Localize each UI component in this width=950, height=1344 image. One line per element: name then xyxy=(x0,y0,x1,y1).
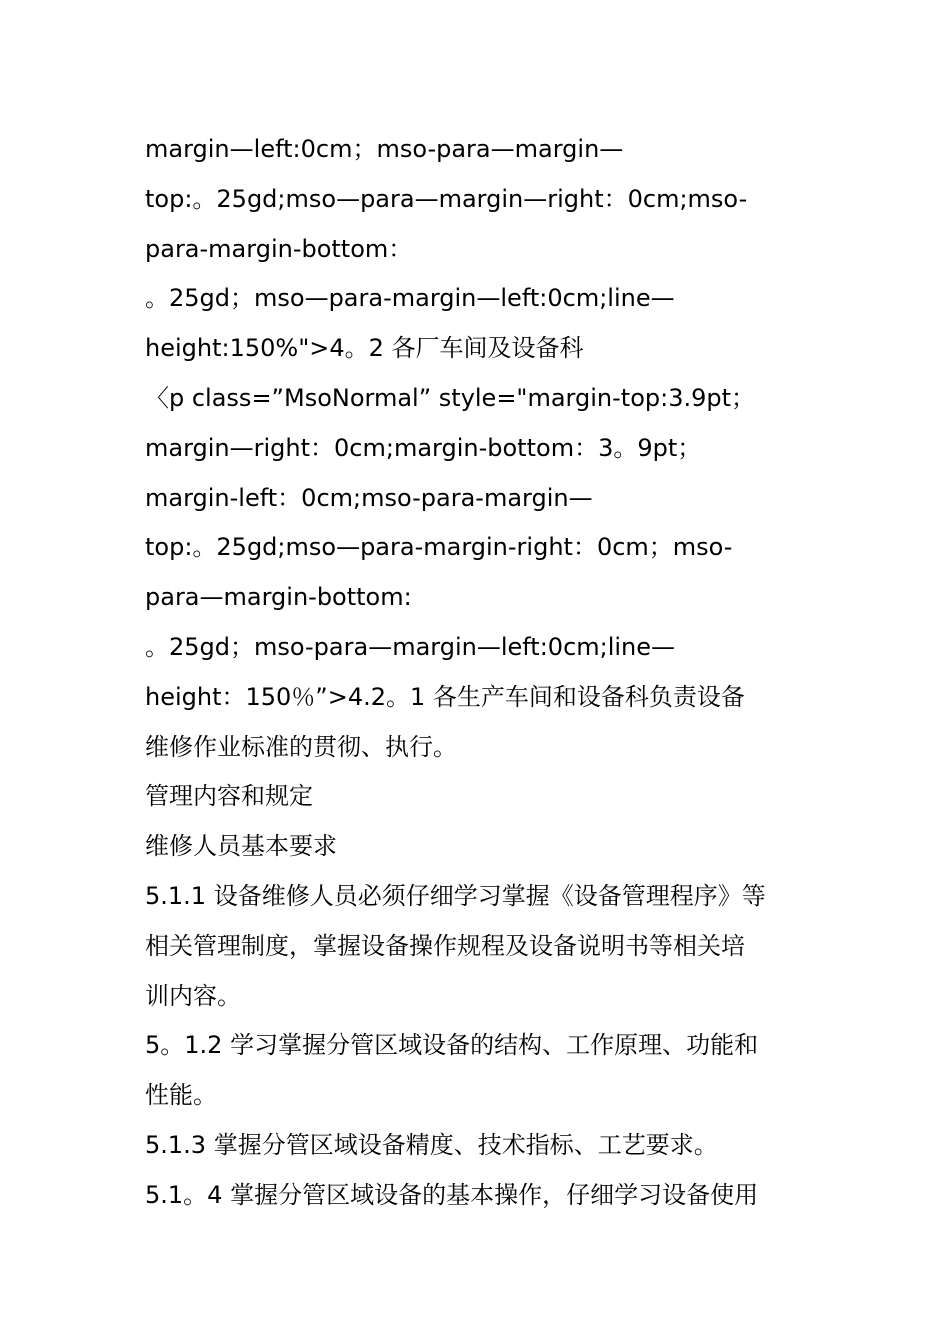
text-line: margin-left：0cm;mso-para-margin— xyxy=(145,483,593,512)
text-line: top:。25gd;mso—para-margin-right：0cm；mso- xyxy=(145,533,733,562)
text-line: margin—left:0cm；mso-para—margin— xyxy=(145,135,624,163)
text-line: top:。25gd;mso—para—margin—right：0cm;mso- xyxy=(145,184,748,213)
text-line: para-margin-bottom： xyxy=(145,234,413,263)
text-line: 。25gd；mso-para—margin—left:0cm;line— xyxy=(145,632,676,661)
text-line: 5.1.3 掌握分管区域设备精度、技术指标、工艺要求。 xyxy=(145,1130,718,1159)
text-line: height：150％”>4.2。1 各生产车间和设备科负责设备 xyxy=(145,682,745,711)
section-heading: 管理内容和规定 xyxy=(145,782,313,811)
document-body xyxy=(145,125,815,1221)
text-line: 相关管理制度，掌握设备操作规程及设备说明书等相关培 xyxy=(145,931,745,960)
text-line: 。25gd；mso—para-margin—left:0cm;line— xyxy=(145,284,675,313)
text-line: 训内容。 xyxy=(145,981,241,1010)
text-line: 5.1.1 设备维修人员必须仔细学习掌握《设备管理程序》等 xyxy=(145,881,766,910)
text-line: 〈p class=”MsoNormal” style="margin-top:3.9pt； xyxy=(145,383,756,412)
subsection-heading: 维修人员基本要求 xyxy=(145,832,337,861)
text-line: 维修作业标准的贯彻、执行。 xyxy=(145,732,457,761)
text-line: 5.1。4 掌握分管区域设备的基本操作，仔细学习设备使用 xyxy=(145,1180,759,1209)
text-line: 5。1.2 学习掌握分管区域设备的结构、工作原理、功能和 xyxy=(145,1031,759,1060)
text-line: para—margin-bottom: xyxy=(145,583,412,612)
text-line: 性能。 xyxy=(145,1081,217,1110)
text-line: height:150%">4。2 各厂车间及设备科 xyxy=(145,334,584,363)
text-line: margin—right：0cm;margin-bottom：3。9pt； xyxy=(145,433,702,462)
